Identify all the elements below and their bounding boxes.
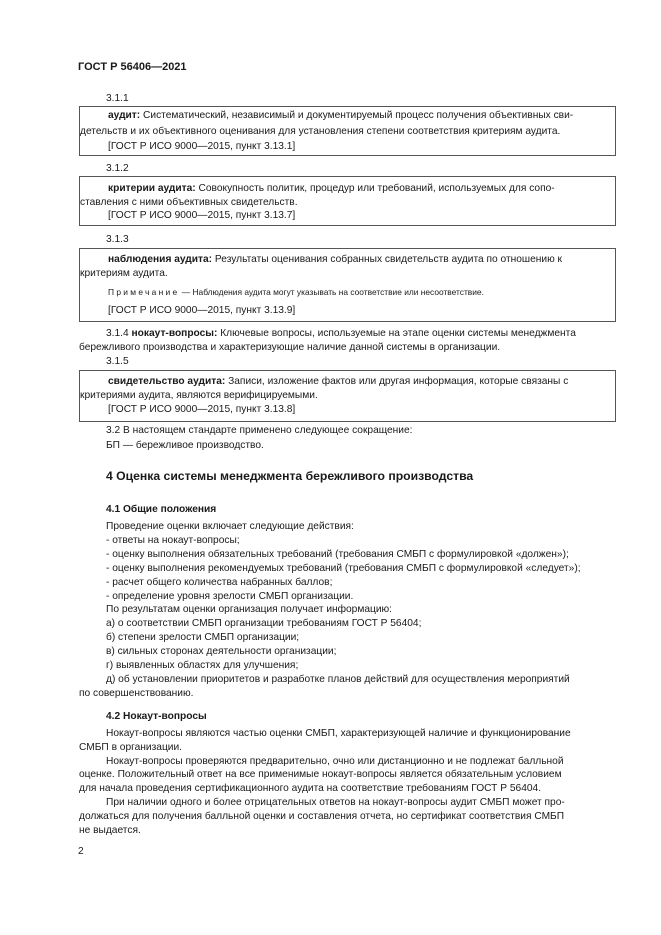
term-number: 3.1.3 xyxy=(106,234,129,245)
term-box-audit-findings xyxy=(79,248,616,322)
page-number: 2 xyxy=(78,846,84,857)
term-name: нокаут-вопросы: xyxy=(131,328,218,339)
term-reference: [ГОСТ Р ИСО 9000—2015, пункт 3.13.7] xyxy=(108,210,296,221)
term-definition: Ключевые вопросы, используемые на этапе оценки системы менеджмента xyxy=(217,328,576,339)
paragraph-line: Нокаут-вопросы проверяются предварительно, очно или дистанционно и не подлежат балльной xyxy=(106,756,564,767)
list-item: в) сильных сторонах деятельности организации; xyxy=(106,646,337,657)
term-name: критерии аудита: xyxy=(108,183,196,194)
paragraph-line: СМБП в организации. xyxy=(79,742,182,753)
term-number: 3.1.1 xyxy=(106,93,129,104)
list-item: г) выявленных областях для улучшения; xyxy=(106,660,299,671)
term-number: 3.1.5 xyxy=(106,356,129,367)
term-name: аудит: xyxy=(108,110,141,121)
term-box-audit-criteria xyxy=(79,176,616,226)
paragraph-line: не выдается. xyxy=(79,825,141,836)
paragraph-line: для начала проведения сертификационного аудита на соответствие требованиям ГОСТ Р 56404. xyxy=(79,783,542,794)
list-item: - оценку выполнения обязательных требований (требования СМБП с формулировкой «должен»); xyxy=(106,549,569,560)
list-item: - определение уровня зрелости СМБП организации. xyxy=(106,591,354,602)
list-item: - расчет общего количества набранных баллов; xyxy=(106,577,333,588)
paragraph-line: Проведение оценки включает следующие действия: xyxy=(106,521,354,532)
term-definition: Совокупность политик, процедур или требований, используемых для сопо- xyxy=(195,183,555,194)
term-definition-cont: критериями аудита, являются верифицируемыми. xyxy=(80,390,318,401)
term-definition: Систематический, независимый и документируемый процесс получения объективных сви- xyxy=(140,110,574,121)
list-item-cont: по совершенствованию. xyxy=(79,688,194,699)
term-definition: Записи, изложение фактов или другая информация, которые связаны с xyxy=(225,376,569,387)
term-number: 3.1.2 xyxy=(106,163,129,174)
abbrev-item: БП — бережливое производство. xyxy=(106,440,264,451)
document-header: ГОСТ Р 56406—2021 xyxy=(78,61,187,73)
term-definition: Результаты оценивания собранных свидетельств аудита по отношению к xyxy=(212,254,563,265)
section-heading: 4 Оценка системы менеджмента бережливого производства xyxy=(106,469,474,483)
term-box-audit-evidence xyxy=(79,370,616,422)
note-text: — Наблюдения аудита могут указывать на соответствие или несоответствие. xyxy=(179,287,484,297)
list-item: - ответы на нокаут-вопросы; xyxy=(106,535,240,546)
subsection-heading: 4.2 Нокаут-вопросы xyxy=(106,711,207,722)
paragraph-line: По результатам оценки организация получает информацию: xyxy=(106,604,393,615)
term-box-audit xyxy=(79,106,616,156)
term-name: свидетельство аудита: xyxy=(108,376,226,387)
paragraph-line: При наличии одного и более отрицательных ответов на нокаут-вопросы аудит СМБП может про- xyxy=(106,797,565,808)
abbrev-intro: 3.2 В настоящем стандарте применено следующее сокращение: xyxy=(106,425,413,436)
paragraph-line: должаться для получения балльной оценки и составления отчета, но сертификат соответствия СМБП xyxy=(79,811,565,822)
list-item: а) о соответствии СМБП организации требованиям ГОСТ Р 56404; xyxy=(106,618,422,629)
term-definition-cont: ставления с ними объективных свидетельств. xyxy=(80,197,298,208)
term-definition-cont: бережливого производства и характеризующие наличие данной системы в организации. xyxy=(79,342,501,353)
list-item: д) об установлении приоритетов и разработке планов действий для осуществления мероприятий xyxy=(106,674,570,685)
term-number: 3.1.4 xyxy=(106,328,129,339)
paragraph-line: Нокаут-вопросы являются частью оценки СМБП, характеризующей наличие и функционирование xyxy=(106,728,571,739)
term-name: наблюдения аудита: xyxy=(108,254,213,265)
paragraph-line: оценке. Положительный ответ на все применимые нокаут-вопросы является обязательным условием xyxy=(79,769,562,780)
term-reference: [ГОСТ Р ИСО 9000—2015, пункт 3.13.9] xyxy=(108,305,296,316)
term-reference: [ГОСТ Р ИСО 9000—2015, пункт 3.13.8] xyxy=(108,404,296,415)
list-item: б) степени зрелости СМБП организации; xyxy=(106,632,300,643)
note-label: Примечание xyxy=(108,287,180,297)
subsection-heading: 4.1 Общие положения xyxy=(106,504,217,515)
term-reference: [ГОСТ Р ИСО 9000—2015, пункт 3.13.1] xyxy=(108,141,296,152)
list-item: - оценку выполнения рекомендуемых требований (требования СМБП с формулировкой «следует»); xyxy=(106,563,581,574)
term-definition-cont: критериям аудита. xyxy=(80,268,168,279)
term-definition-cont: детельств и их объективного оценивания для установления степени соответствия критериям аудита. xyxy=(80,126,561,137)
